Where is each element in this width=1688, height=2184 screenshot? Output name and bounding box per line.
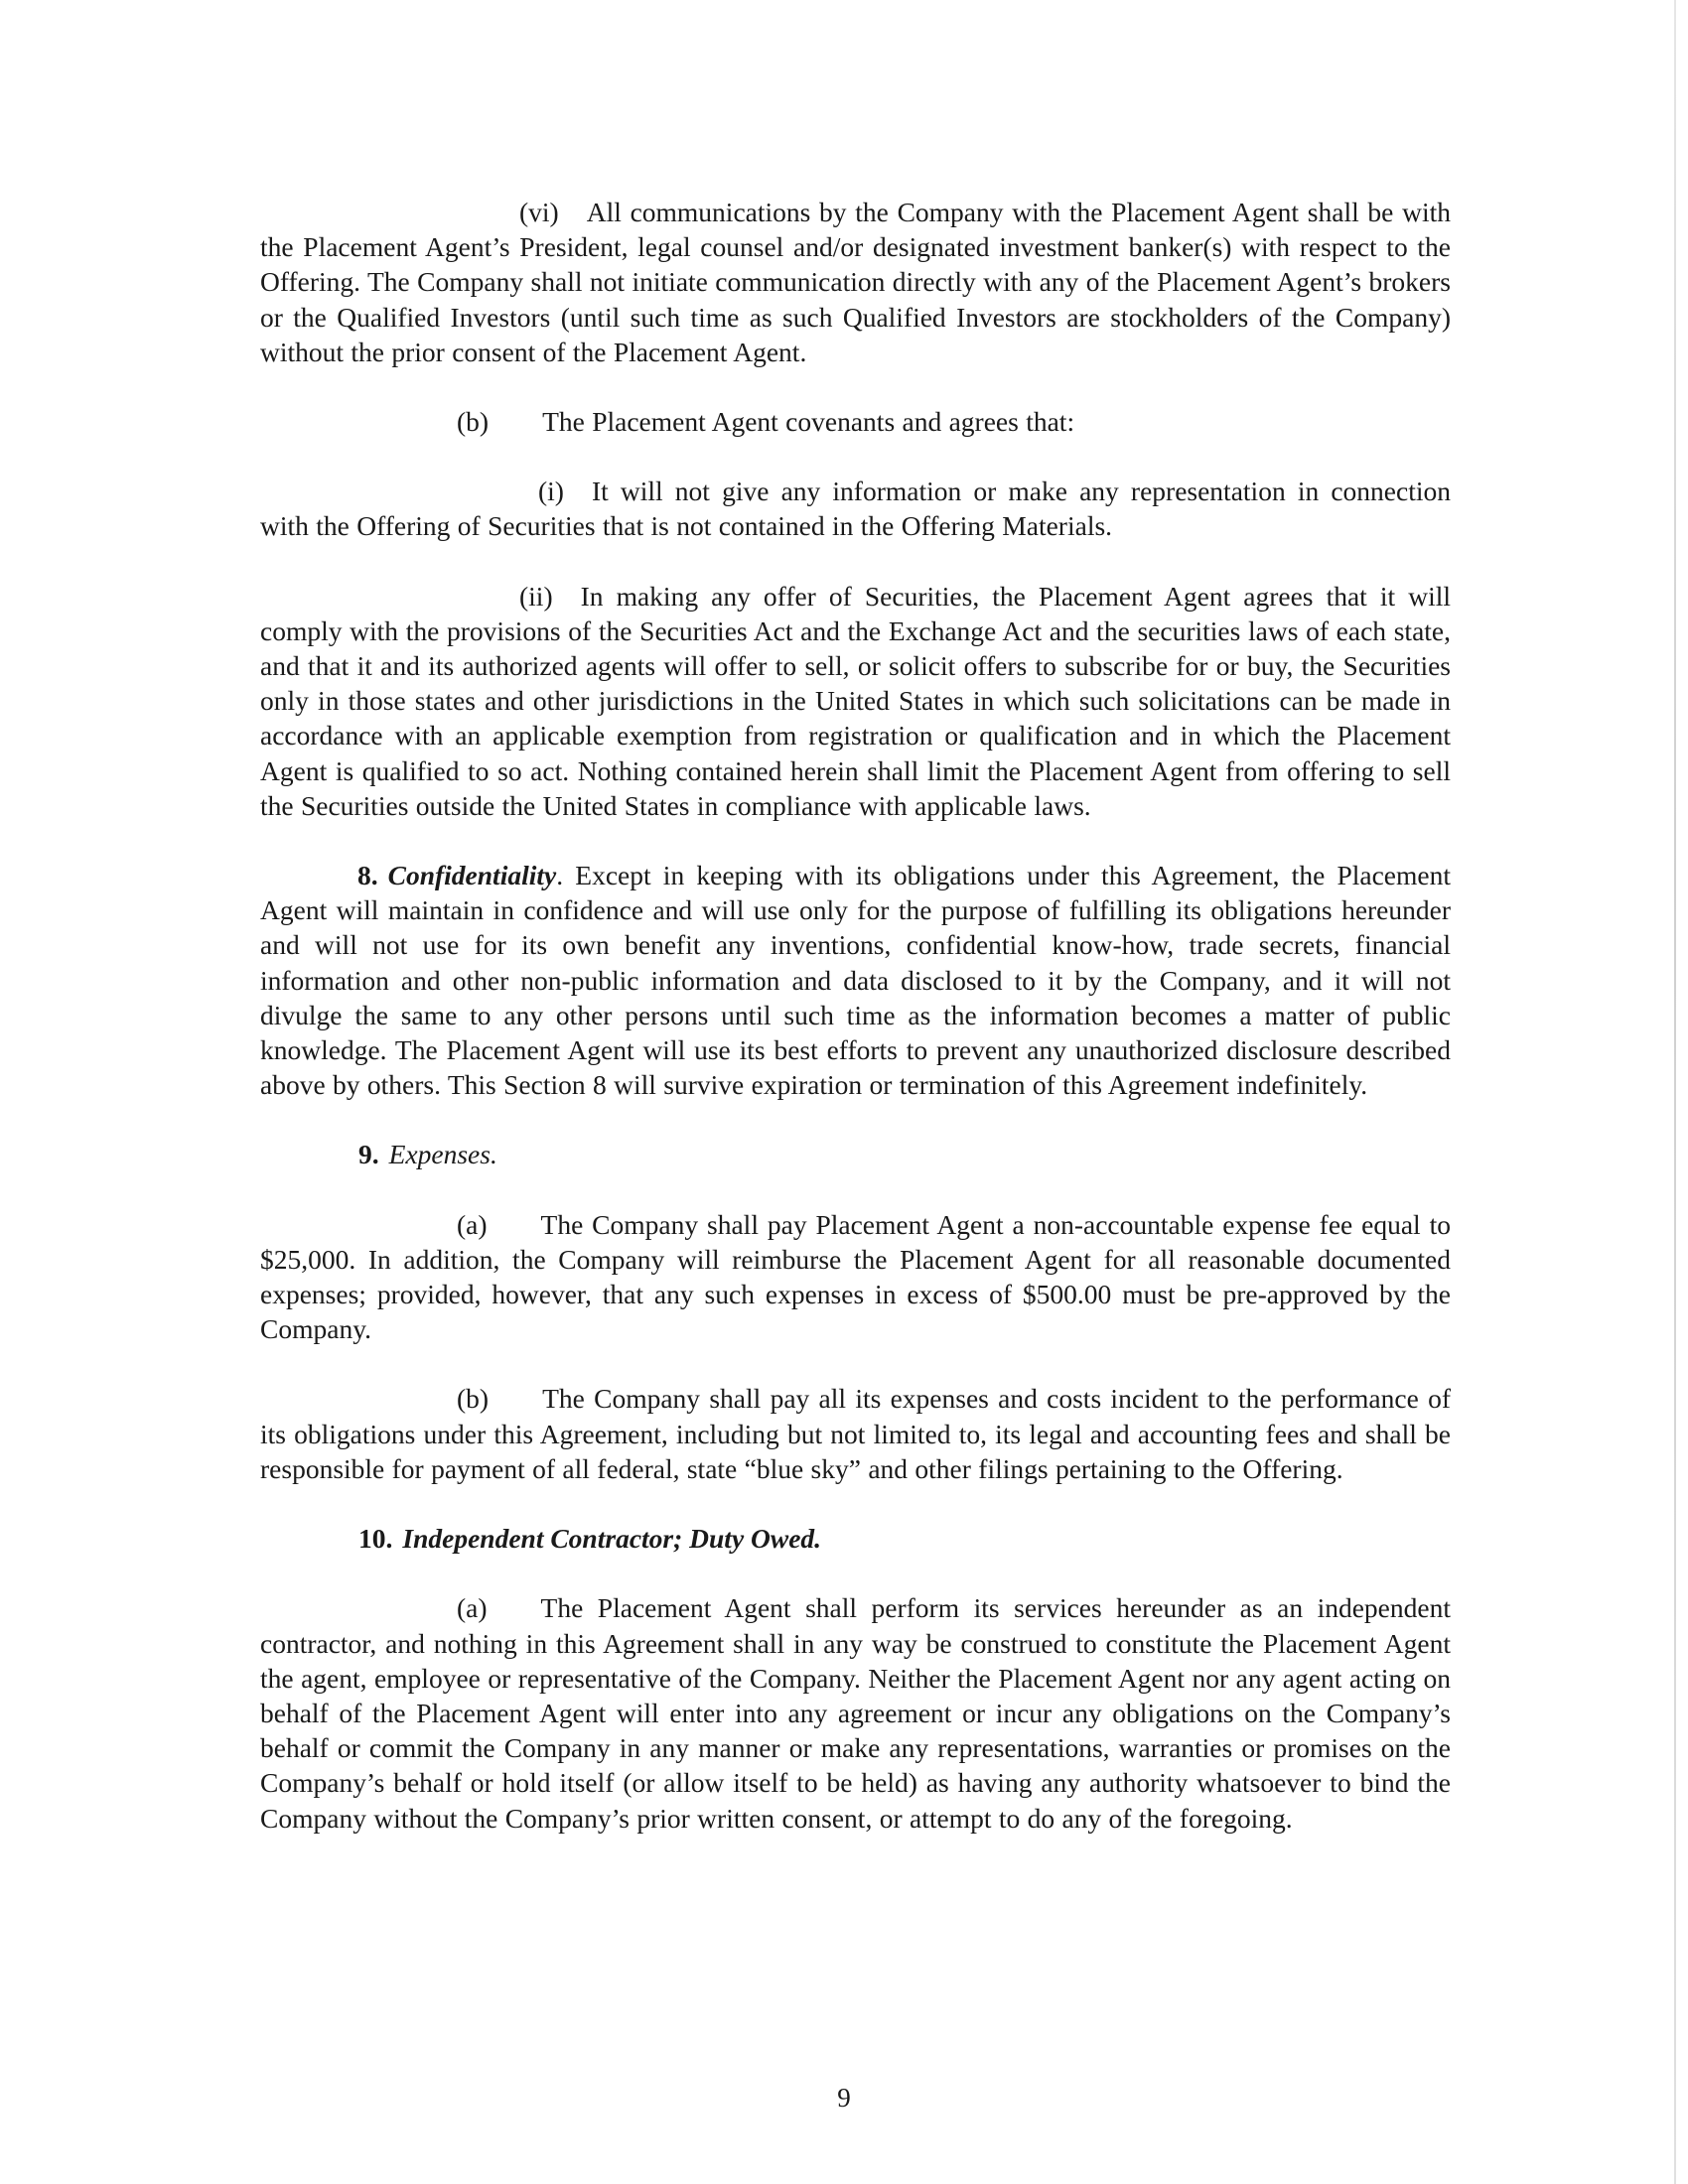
paragraph-label: (b): [457, 406, 490, 438]
paragraph-9b: [260, 1381, 1451, 1486]
paragraph-text: All communications by the Company with the Placement Agent shall be with the Placement Agent’s President, legal counsel and/or designated investment banker(s) with respect to the Offering. The Company shall not initiate communication directly with any of the Placement Agent’s brokers or the Qualified Investors (until such time as such Qualified Investors are stockholders of the Company) without the prior consent of the Placement Agent.: [260, 197, 1451, 367]
paragraph-9a: [260, 1207, 1451, 1347]
paragraph-b: [260, 404, 1451, 439]
paragraph-label: (ii): [519, 580, 553, 612]
paragraph-text: The Company shall pay Placement Agent a non-accountable expense fee equal to $25,000. In addition, the Company will reimburse the Placement Agent for all reasonable documented expenses; provided, however, that any such expenses in excess of $500.00 must be pre-approved by the Company.: [260, 1208, 1451, 1345]
paragraph-10a: [260, 1590, 1451, 1835]
section-9-heading: [260, 1137, 1451, 1171]
section-number: 10.: [358, 1523, 393, 1555]
section-number: 8.: [357, 860, 378, 891]
section-number: 9.: [358, 1139, 379, 1170]
paragraph-text: In making any offer of Securities, the Placement Agent agrees that it will comply with the provisions of the Securities Act and the Exchange Act and the securities laws of each state, and that it and its authorized agents will offer to sell, or solicit offers to subscribe for or buy, the Securities only in those states and other jurisdictions in the United States in which such solicitations can be made in accordance with an applicable exemption from registration or qualification and in which the Placement Agent is qualified to so act. Nothing contained herein shall limit the Placement Agent from offering to sell the Securities outside the United States in compliance with applicable laws.: [260, 580, 1451, 821]
paragraph-vi: [260, 195, 1451, 369]
section-title: Independent Contractor; Duty Owed.: [402, 1523, 822, 1555]
paragraph-b-ii: [260, 579, 1451, 823]
section-title: Confidentiality: [387, 860, 557, 891]
page-number: 9: [837, 2083, 851, 2113]
paragraph-label: (b): [457, 1383, 490, 1415]
paragraph-text: The Placement Agent shall perform its services hereunder as an independent contractor, and nothing in this Agreement shall in any way be construed to constitute the Placement Agent the agent, employee or representative of the Company. Neither the Placement Agent nor any agent acting on behalf of the Placement Agent will enter into any agreement or incur any obligations on the Company’s behalf or commit the Company in any manner or make any representations, warranties or promises on the Company’s behalf or hold itself (or allow itself to be held) as having any authority whatsoever to bind the Company without the Company’s prior written consent, or attempt to do any of the foregoing.: [260, 1592, 1451, 1834]
paragraph-label: (a): [457, 1592, 488, 1624]
paragraph-text: The Placement Agent covenants and agrees that:: [542, 406, 1075, 438]
section-text: . Except in keeping with its obligations under this Agreement, the Placement Agent will maintain in confidence and will use only for the purpose of fulfilling its obligations hereunder and will not use for its own benefit any inventions, confidential know-how, trade secrets, financial information and other non-public information and data disclosed to it by the Company, and it will not divulge the same to any other persons until such time as the information becomes a matter of public knowledge. The Placement Agent will use its best efforts to prevent any unauthorized disclosure described above by others. This Section 8 will survive expiration or termination of this Agreement indefinitely.: [260, 860, 1451, 1101]
scan-edge-shadow: [1674, 0, 1676, 2184]
section-title: Expenses.: [388, 1139, 497, 1170]
paragraph-text: The Company shall pay all its expenses and costs incident to the performance of its obligations under this Agreement, including but not limited to, its legal and accounting fees and shall be responsible for payment of all federal, state “blue sky” and other filings pertaining to the Offering.: [260, 1383, 1451, 1484]
document-body: [260, 195, 1451, 1870]
section-10-heading: [260, 1521, 1451, 1556]
paragraph-label: (i): [538, 476, 564, 507]
paragraph-b-i: [260, 474, 1451, 543]
paragraph-label: (a): [457, 1208, 488, 1240]
paragraph-text: It will not give any information or make any representation in connection with the Offering of Securities that is not contained in the Offering Materials.: [260, 476, 1451, 542]
section-8-confidentiality: [260, 858, 1451, 1102]
paragraph-label: (vi): [519, 197, 559, 227]
